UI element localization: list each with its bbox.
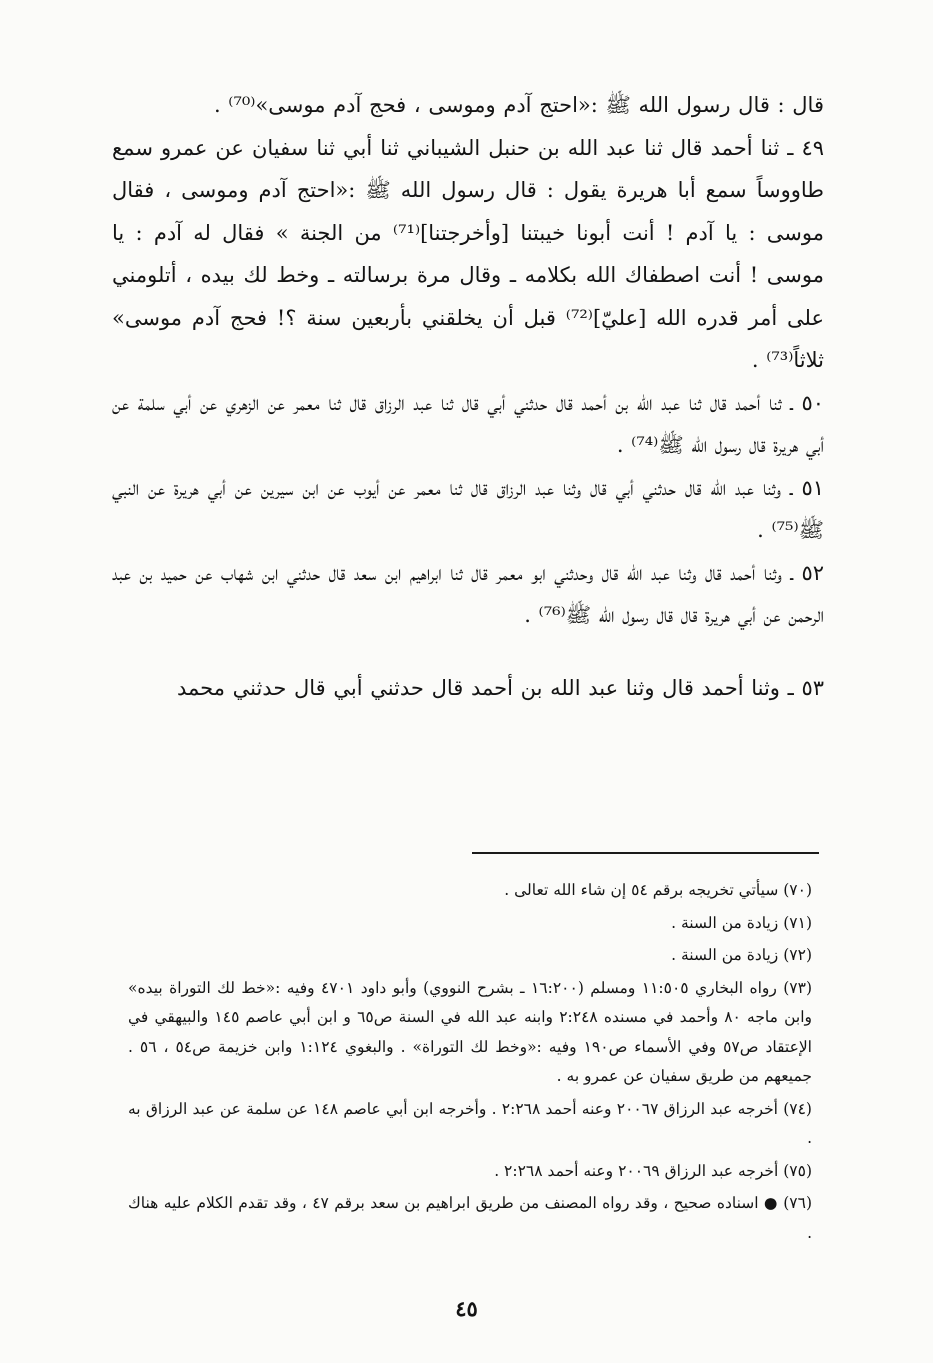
footnote-75: (٧٥) أخرجه عبد الرزاق ٢٠٠٦٩ وعنه أحمد ٢:٢٦٨ . (494, 1161, 812, 1180)
paragraph-50: ٥٠ ـ ثنا أحمد قال ثنا عبد الله بن أحمد قال حدثني أبي قال ثنا عبد الرزاق قال ثنا معمر عن الزهري عن أبي سلمة عن أبي هريرة قال رسول الله ﷺ⁽⁷⁴⁾ . (112, 390, 824, 457)
footnote-76: (٧٦) ● اسناده صحيح ، وقد رواه المصنف من طريق ابراهيم بن سعد برقم ٤٧ ، وقد تقدم الكلام عليه هناك . (128, 1194, 812, 1242)
footnote-74: (٧٤) أخرجه عبد الرزاق ٢٠٠٦٧ وعنه أحمد ٢:٢٦٨ . وأخرجه ابن أبي عاصم ١٤٨ عن سلمة عن عبد الرزاق به . (128, 1099, 812, 1147)
footnotes (128, 876, 828, 1251)
footnote-73: (٧٣) رواه البخاري ١١:٥٠٥ ومسلم (١٦:٢٠٠ ـ بشرح النووي) وأبو داود ٤٧٠١ وفيه :«خط لك التوراة بيده» وابن ماجه ٨٠ وأحمد في مسنده ٢:٢٤٨ وابنه عبد الله في السنة ص٦٥ و ابن أبي عاصم ١٤٥ والبيهقي في الإعتقاد ص٥٧ وفي الأسماء ص١٩٠ وفيه :«وخط لك التوراة» . والبغوي ١:١٢٤ وابن خزيمة ص٥٤ ، ٥٦ . جميعهم من طريق سفيان عن عمرو به . (128, 978, 813, 1085)
paragraph-49: ٤٩ ـ ثنا أحمد قال ثنا عبد الله بن حنبل الشيباني ثنا أبي ثنا سفيان عن عمرو سمع طاووساً سمع أبا هريرة يقول : قال رسول الله ﷺ :«احتج آدم وموسى ، فقال موسى : يا آدم ! أنت أبونا خيبتنا [وأخرجتنا]⁽⁷¹⁾ من الجنة » فقال له آدم : يا موسى ! أنت اصطفاك الله بكلامه ـ وقال مرة برسالته ـ وخط لك بيده ، أتلومني على أمر قدره الله [عليّ]⁽⁷²⁾ قبل أن يخلقني بأربعين سنة ؟! فحج آدم موسى» ثلاثاً⁽⁷³⁾ . (112, 135, 824, 372)
footnote-72: (٧٢) زيادة من السنة . (671, 946, 812, 964)
paragraph-53: ٥٣ ـ وثنا أحمد قال وثنا عبد الله بن أحمد قال حدثني أبي قال حدثني محمد (176, 675, 824, 700)
footnote-71: (٧١) زيادة من السنة . (671, 913, 812, 932)
paragraph-51: ٥١ ـ وثنا عبد الله قال حدثني أبي قال وثنا عبد الرزاق قال ثنا معمر عن أيوب عن ابن سيرين عن أبي هريرة عن النبي ﷺ⁽⁷⁵⁾ . (112, 475, 824, 542)
footnote-70: (٧٠) سيأتي تخريجه برقم ٥٤ إن شاء الله تعالى . (504, 881, 812, 899)
paragraph-intro: قال : قال رسول الله ﷺ :«احتج آدم وموسى ، فحج آدم موسى»⁽⁷⁰⁾ . (213, 93, 824, 117)
footnote-separator (472, 852, 819, 854)
paragraph-52: ٥٢ ـ وثنا أحمد قال وثنا عبد الله قال وحدثني ابو معمر قال ثنا ابراهيم ابن سعد قال حدثني ابن شهاب عن حميد بن عبد الرحمن عن أبي هريرة قال قال رسول الله ﷺ⁽⁷⁶⁾ . (112, 560, 824, 627)
page-number: ٤٥ (455, 1296, 478, 1321)
main-text-body (112, 84, 824, 709)
